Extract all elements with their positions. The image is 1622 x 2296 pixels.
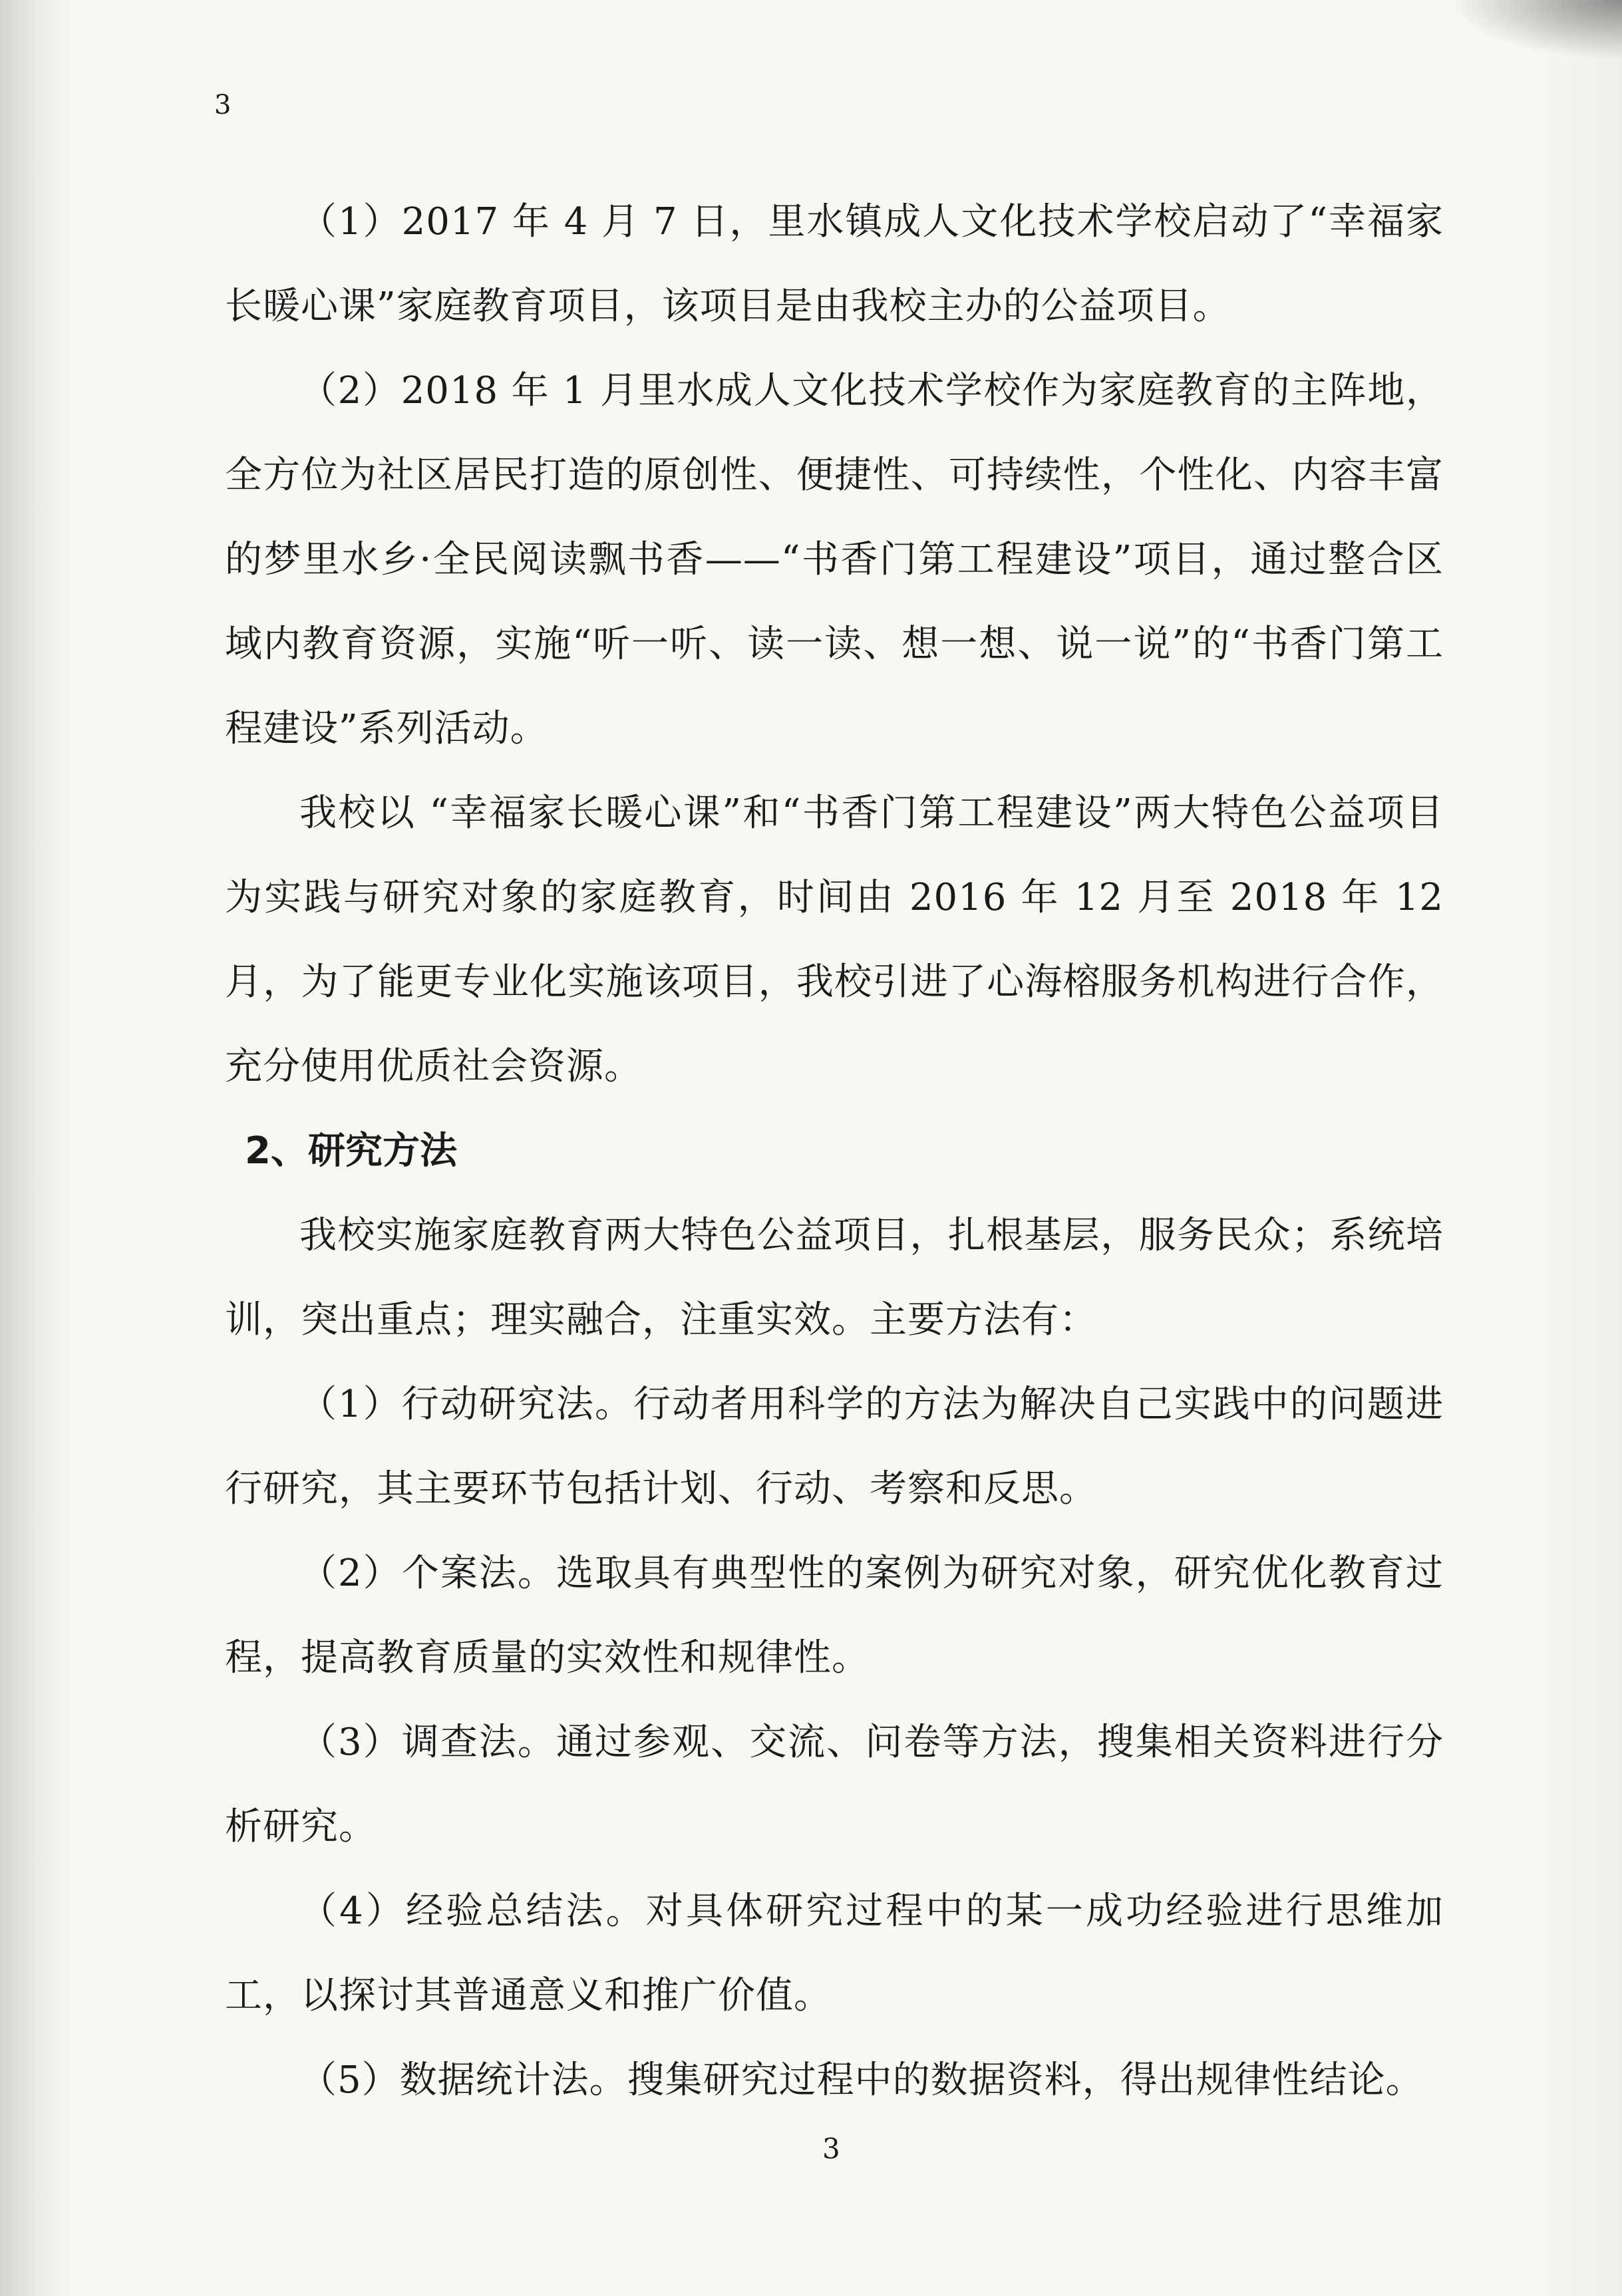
paragraph-method-case-study: （2）个案法。选取具有典型性的案例为研究对象，研究优化教育过程，提高教育质量的实效性和规律性。	[225, 1552, 1444, 1679]
section-heading-research-methods: 2、研究方法	[245, 1129, 457, 1173]
document-body	[225, 180, 1444, 2122]
paragraph-project-1: （1）2017 年 4 月 7 日，里水镇成人文化技术学校启动了“幸福家长暖心课”家庭教育项目，该项目是由我校主办的公益项目。	[225, 200, 1444, 328]
scan-corner-shadow	[1449, 0, 1622, 60]
paragraph-method-experience-summary: （4）经验总结法。对具体研究过程中的某一成功经验进行思维加工，以探讨其普通意义和推广价值。	[225, 1890, 1444, 2017]
page-number-top: 3	[214, 90, 232, 120]
paragraph-method-survey: （3）调查法。通过参观、交流、问卷等方法，搜集相关资料进行分析研究。	[225, 1721, 1444, 1848]
paragraph-methods-intro: 我校实施家庭教育两大特色公益项目，扎根基层，服务民众；系统培训，突出重点；理实融合，注重实效。主要方法有：	[225, 1214, 1444, 1342]
paragraph-method-action-research: （1）行动研究法。行动者用科学的方法为解决自己实践中的问题进行研究，其主要环节包括计划、行动、考察和反思。	[225, 1383, 1444, 1510]
binding-edge-shadow	[0, 0, 60, 2296]
page-number-bottom: 3	[822, 2132, 840, 2165]
paragraph-method-statistics: （5）数据统计法。搜集研究过程中的数据资料，得出规律性结论。	[299, 2059, 1424, 2102]
paragraph-project-overview: 我校以 “幸福家长暖心课”和“书香门第工程建设”两大特色公益项目为实践与研究对象的家庭教育，时间由 2016 年 12 月至 2018 年 12 月，为了能更专业化实施该项目，我校引进了心海榕服务机构进行合作，充分使用优质社会资源。	[225, 791, 1444, 1088]
paragraph-project-2: （2）2018 年 1 月里水成人文化技术学校作为家庭教育的主阵地，全方位为社区居民打造的原创性、便捷性、可持续性，个性化、内容丰富的梦里水乡·全民阅读飘书香——“书香门第工程建设”项目，通过整合区域内教育资源，实施“听一听、读一读、想一想、说一说”的“书香门第工程建设”系列活动。	[225, 369, 1444, 750]
